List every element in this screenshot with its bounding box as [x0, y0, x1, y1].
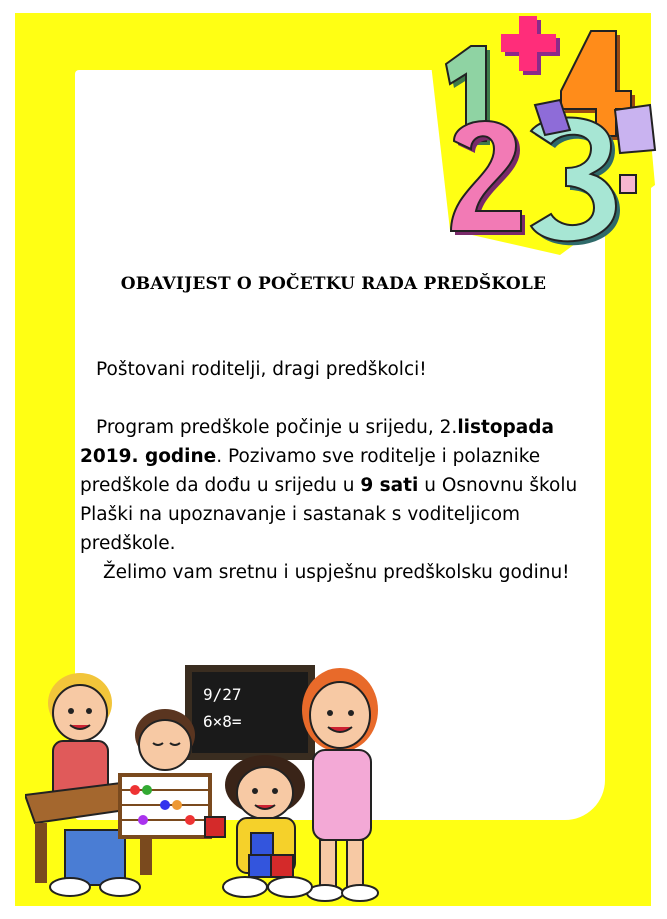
paragraph-text-1: Program predškole počinje u srijedu, 2. — [96, 417, 458, 438]
notice-body — [80, 355, 580, 587]
paragraph-time: 9 sati — [360, 475, 419, 496]
paragraph-text-2: . Pozivamo sve roditelje i polaznike predškole da dođu u srijedu u — [80, 446, 541, 496]
numbers-1234-plus-icon — [410, 15, 660, 265]
announcement-paragraph — [80, 413, 580, 558]
page-title: OBAVIJEST O POČETKU RADA PREDŠKOLE — [120, 274, 547, 294]
paragraph-text-3: u Osnovnu školu Plaški na upoznavanje i sastanak s voditeljicom predškole. — [80, 475, 578, 554]
greeting-text: Poštovani roditelji, dragi predškolci! — [96, 359, 427, 380]
children-at-blackboard-illustration — [25, 655, 465, 905]
paragraph-date: listopada 2019. godine — [80, 417, 555, 467]
blackboard-line-1: 9/27 — [203, 685, 242, 704]
blackboard-line-2: 6×8= — [203, 712, 242, 731]
closing-text: Želimo vam sretnu i uspješnu predškolsku godinu! — [103, 562, 570, 583]
